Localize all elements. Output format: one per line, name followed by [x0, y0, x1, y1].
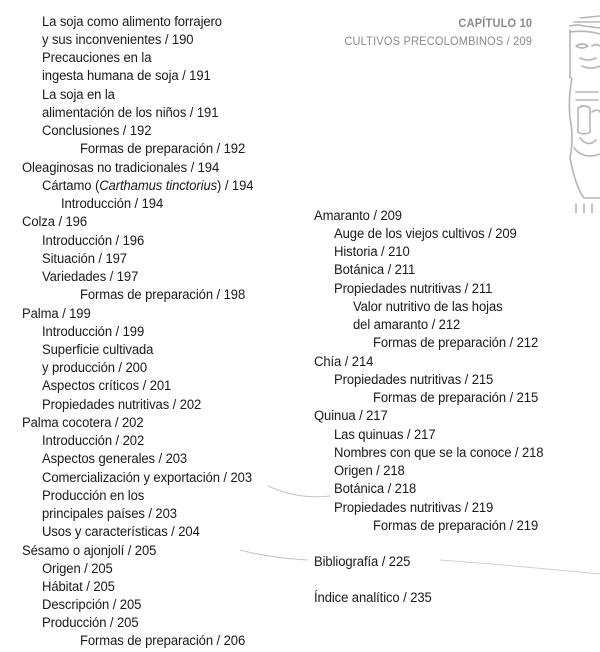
- toc-entry[interactable]: Sésamo o ajonjolí / 205: [22, 543, 157, 559]
- toc-entry[interactable]: Bibliografía / 225: [314, 554, 411, 570]
- chapter-label: CAPÍTULO 10: [458, 16, 532, 30]
- toc-entry[interactable]: Oleaginosas no tradicionales / 194: [22, 160, 220, 176]
- toc-entry[interactable]: Valor nutritivo de las hojas: [353, 299, 503, 315]
- toc-entry[interactable]: Botánica / 211: [334, 262, 416, 278]
- toc-entry[interactable]: La soja en la: [42, 87, 115, 103]
- toc-entry[interactable]: Situación / 197: [42, 251, 127, 267]
- toc-entry[interactable]: Botánica / 218: [334, 481, 417, 497]
- toc-entry[interactable]: Propiedades nutritivas / 215: [334, 372, 494, 388]
- toc-entry[interactable]: y sus inconvenientes / 190: [42, 32, 194, 48]
- toc-entry[interactable]: Aspectos críticos / 201: [42, 378, 172, 394]
- toc-entry[interactable]: alimentación de los niños / 191: [42, 105, 219, 121]
- toc-entry[interactable]: Formas de preparación / 198: [80, 287, 246, 303]
- chapter-title: CULTIVOS PRECOLOMBINOS / 209: [344, 34, 532, 48]
- toc-entry[interactable]: Formas de preparación / 212: [373, 335, 539, 351]
- toc-entry[interactable]: Formas de preparación / 215: [373, 390, 539, 406]
- toc-entry[interactable]: Superficie cultivada: [42, 342, 154, 358]
- toc-entry-italic: Carthamus tinctorius: [99, 178, 218, 194]
- toc-entry[interactable]: Variedades / 197: [42, 269, 139, 285]
- toc-entry[interactable]: Formas de preparación / 192: [80, 141, 246, 157]
- toc-entry[interactable]: Introducción / 194: [61, 196, 164, 212]
- toc-entry[interactable]: Quinua / 217: [314, 408, 388, 424]
- toc-entry[interactable]: Comercialización y exportación / 203: [42, 470, 252, 486]
- toc-entry[interactable]: Auge de los viejos cultivos / 209: [334, 226, 517, 242]
- toc-entry-text: Cártamo (: [42, 178, 100, 194]
- toc-entry[interactable]: Nombres con que se la conoce / 218: [334, 445, 544, 461]
- toc-entry[interactable]: Palma / 199: [22, 306, 91, 322]
- toc-entry[interactable]: Formas de preparación / 206: [80, 633, 246, 649]
- toc-entry[interactable]: Usos y características / 204: [42, 524, 200, 540]
- toc-entry-suffix: ) / 194: [217, 178, 254, 194]
- toc-entry[interactable]: Propiedades nutritivas / 211: [334, 281, 493, 297]
- toc-entry[interactable]: Conclusiones / 192: [42, 123, 152, 139]
- toc-entry[interactable]: ingesta humana de soja / 191: [42, 68, 211, 84]
- toc-entry[interactable]: Palma cocotera / 202: [22, 415, 144, 431]
- toc-entry[interactable]: Amaranto / 209: [314, 208, 402, 224]
- toc-entry[interactable]: Introducción / 199: [42, 324, 145, 340]
- toc-entry[interactable]: Descripción / 205: [42, 597, 142, 613]
- toc-entry[interactable]: Propiedades nutritivas / 202: [42, 397, 202, 413]
- toc-entry[interactable]: Producción en los: [42, 488, 145, 504]
- toc-entry[interactable]: Introducción / 196: [42, 233, 145, 249]
- toc-entry[interactable]: Formas de preparación / 219: [373, 518, 539, 534]
- toc-entry[interactable]: y producción / 200: [42, 360, 148, 376]
- toc-entry[interactable]: Colza / 196: [22, 214, 88, 230]
- toc-entry[interactable]: Introducción / 202: [42, 433, 145, 449]
- precolumbian-statue-figure: [540, 8, 600, 213]
- toc-entry[interactable]: Historia / 210: [334, 244, 410, 260]
- toc-entry[interactable]: Hábitat / 205: [42, 579, 115, 595]
- toc-entry[interactable]: Propiedades nutritivas / 219: [334, 500, 494, 516]
- toc-entry[interactable]: del amaranto / 212: [353, 317, 461, 333]
- toc-entry[interactable]: principales países / 203: [42, 506, 177, 522]
- toc-entry[interactable]: Índice analítico / 235: [314, 590, 432, 606]
- toc-entry[interactable]: La soja como alimento forrajero: [42, 14, 222, 30]
- toc-entry[interactable]: Producción / 205: [42, 615, 139, 631]
- toc-entry[interactable]: Chía / 214: [314, 354, 374, 370]
- toc-entry[interactable]: Origen / 218: [334, 463, 405, 479]
- toc-entry[interactable]: Precauciones en la: [42, 50, 152, 66]
- toc-entry[interactable]: [42, 177, 253, 195]
- toc-entry[interactable]: Las quinuas / 217: [334, 427, 436, 443]
- toc-entry[interactable]: Origen / 205: [42, 561, 113, 577]
- toc-entry[interactable]: Aspectos generales / 203: [42, 451, 188, 467]
